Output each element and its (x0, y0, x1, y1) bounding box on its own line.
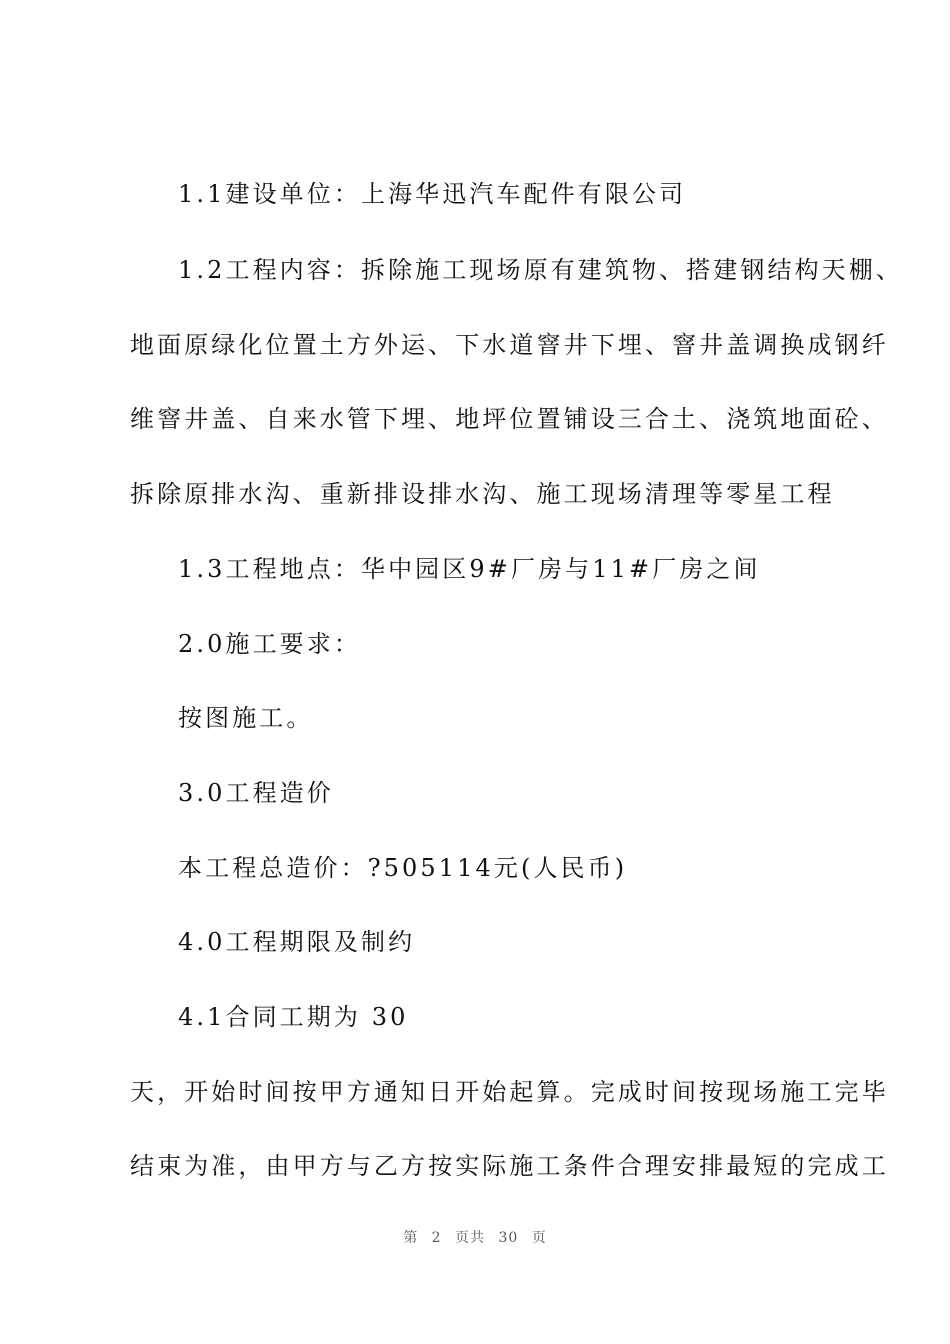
paragraph-line: 4.1合同工期为 30 (178, 1003, 409, 1031)
paragraph-line: 地面原绿化位置土方外运、下水道窨井下埋、窨井盖调换成钢纤 (130, 331, 889, 359)
paragraph-line: 4.0工程期限及制约 (178, 928, 416, 956)
paragraph-line: 拆除原排水沟、重新排设排水沟、施工现场清理等零星工程 (130, 480, 835, 508)
paragraph-line: 3.0工程造价 (178, 779, 334, 807)
paragraph-line: 本工程总造价：?505114元(人民币) (178, 854, 628, 882)
paragraph-line: 维窨井盖、自来水管下埋、地坪位置铺设三合土、浇筑地面砼、 (130, 405, 889, 433)
page-footer: 第 2 页共 30 页 (403, 1230, 547, 1246)
paragraph-line: 按图施工。 (178, 704, 314, 732)
paragraph-line: 1.1建设单位：上海华迅汽车配件有限公司 (178, 180, 687, 208)
paragraph-line: 2.0施工要求： (178, 630, 361, 658)
paragraph-line: 1.3工程地点：华中园区9#厂房与11#厂房之间 (178, 555, 761, 583)
paragraph-line: 天，开始时间按甲方通知日开始起算。完成时间按现场施工完毕 (130, 1078, 889, 1106)
paragraph-line: 结束为准，由甲方与乙方按实际施工条件合理安排最短的完成工 (130, 1152, 889, 1180)
paragraph-line: 1.2工程内容：拆除施工现场原有建筑物、搭建钢结构天棚、 (178, 256, 903, 284)
